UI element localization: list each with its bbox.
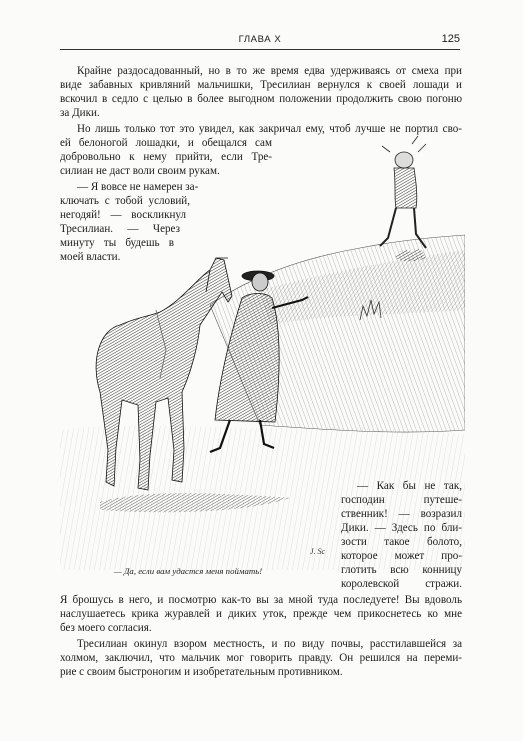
text-line: — Как бы не так, xyxy=(357,480,462,492)
illustration-caption: — Да, если вам удастся меня поймать! xyxy=(113,566,263,576)
engraver-signature: J. Sc xyxy=(310,547,326,556)
text-line: рие с своим быстроногим и изобретательным противником. xyxy=(60,666,343,678)
text-line: королевской стражи. xyxy=(341,578,462,590)
running-boy xyxy=(380,136,426,248)
text-line: вскочил в седло с целью в более выгодном положении продолжить свою погоню xyxy=(60,93,462,105)
chapter-title: ГЛАВА X xyxy=(238,34,282,45)
text-line: виде забавных кривляний мальчишки, Тресилиан вернулся к своей лошади и xyxy=(60,79,462,91)
text-line: наслушаетесь крика журавлей и диких уток, прежде чем прикоснетесь ко мне xyxy=(60,608,462,620)
text-line: добровольно к нему прийти, если Тре- xyxy=(60,151,272,163)
text-line: господин путеше- xyxy=(341,494,462,506)
page-number: 125 xyxy=(441,33,460,45)
text-line: — Я вовсе не намерен за- xyxy=(77,181,199,193)
text-line: ключать с тобой условий, xyxy=(60,195,190,207)
text-line: за Дики. xyxy=(60,107,100,119)
text-line: зости такое болото, xyxy=(341,536,462,548)
text-line: глотить всю конницу xyxy=(341,564,462,576)
text-line: Тресилиан окинул взором местность, и по виду почвы, расстилавшейся за xyxy=(77,638,462,650)
text-line: Я брошусь в него, и посмотрю как-то вы за мной туда последуете! Вы вдоволь xyxy=(60,594,462,606)
header-rule xyxy=(60,49,460,50)
text-line: силиан не даст воли своим рукам. xyxy=(60,165,220,177)
text-line: Дики. — Здесь по бли- xyxy=(341,522,462,534)
text-line: холмом, заключил, что мальчик мог говорить правду. Он решился на переми- xyxy=(60,652,462,664)
text-line: которое может про- xyxy=(341,550,462,562)
text-line: Крайне раздосадованный, но в то же время едва удерживаясь от смеха при xyxy=(77,65,462,77)
text-line: без моего согласия. xyxy=(60,622,152,634)
text-line: Тресилиан. — Через xyxy=(60,223,180,235)
text-line: минуту ты будешь в xyxy=(60,237,174,249)
text-line: ственник! — возразил xyxy=(341,508,462,520)
text-line: Но лишь только тот это увидел, как закричал ему, чтоб лучше не портил сво- xyxy=(77,123,462,135)
running-header xyxy=(60,31,460,51)
text-line: моей власти. xyxy=(60,251,121,263)
text-line: ей белоногой лошадки, и обещался сам xyxy=(60,137,272,149)
text-line: негодяй! — воскликнул xyxy=(60,209,186,221)
